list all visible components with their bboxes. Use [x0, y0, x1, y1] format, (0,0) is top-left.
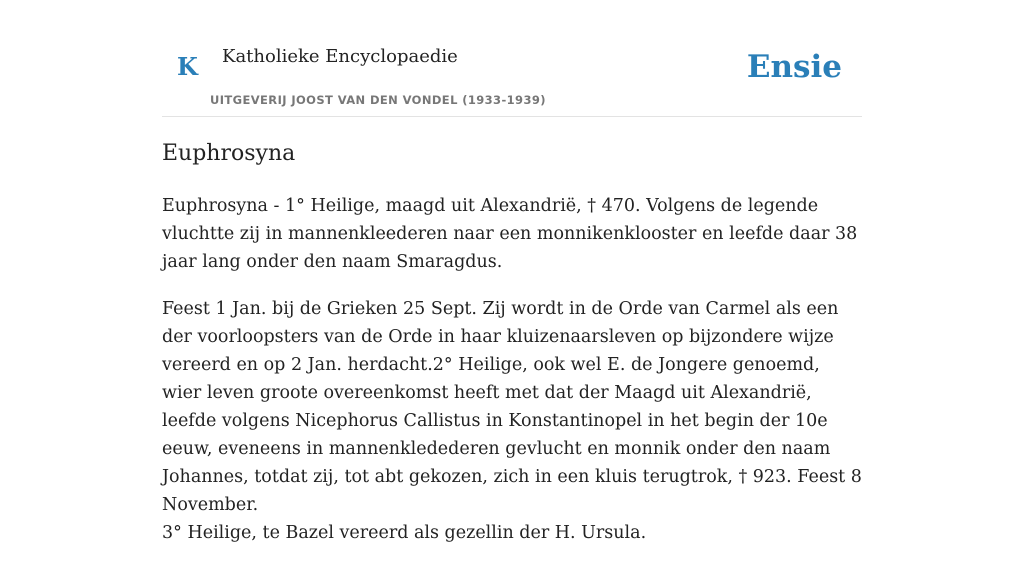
page-title: Euphrosyna [162, 141, 296, 166]
publisher-label: UITGEVERIJ JOOST VAN DEN VONDEL (1933-1939) [210, 93, 546, 107]
page-container [162, 0, 862, 543]
site-logo[interactable]: K [177, 52, 198, 81]
brand-logo[interactable]: Ensie [746, 49, 842, 85]
article-paragraph: 3° Heilige, te Bazel vereerd als gezellin der H. Ursula. [162, 523, 647, 543]
article-paragraph: Feest 1 Jan. bij de Grieken 25 Sept. Zij wordt in de Orde van Carmel als een der voorloopsters van de Orde in haar kluizenaarsleven op bijzondere wijze vereerd en op 2 Jan. herdacht.2° Heilige, ook wel E. de Jongere genoemd, wier leven groote overeenkomst heeft met dat der Maagd uit Alexandrië, leefde volgens Nicephorus Callistus in Konstantinopel in het begin der 10e eeuw, eveneens in mannenkledederen gevlucht en monnik onder den naam Johannes, totdat zij, tot abt gekozen, zich in een kluis terugtrok, † 923. Feest 8 November. [162, 299, 862, 515]
article-paragraph: Euphrosyna - 1° Heilige, maagd uit Alexandrië, † 470. Volgens de legende vluchtte zij in mannenkleederen naar een monnikenklooster en leefde daar 38 jaar lang onder den naam Smaragdus. [162, 196, 858, 272]
article-body [162, 192, 862, 566]
site-header [162, 0, 862, 117]
site-title[interactable]: Katholieke Encyclopaedie [222, 46, 458, 67]
